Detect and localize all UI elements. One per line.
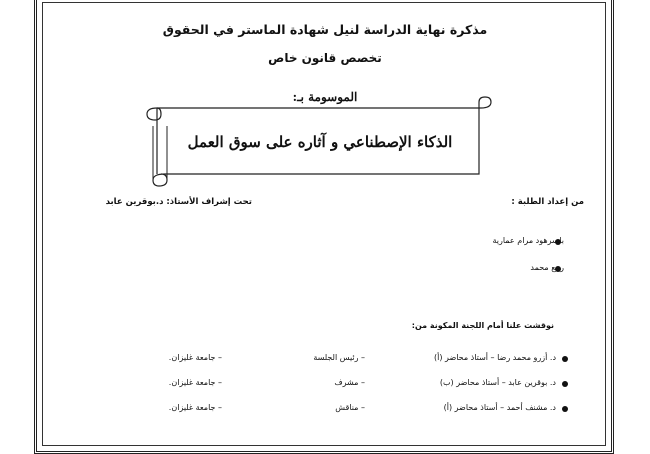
subject-title: الذكاء الإصطناعي و آثاره على سوق العمل (187, 133, 453, 151)
specialty-line: تخصص قانون خاص (268, 51, 382, 65)
student-name: ربيع محمد (530, 263, 564, 272)
bullet-icon (562, 356, 568, 362)
thesis-title: مذكرة نهاية الدراسة لنيل شهادة الماستر في الحقوق (162, 22, 488, 37)
committee-member-name: د. مشنف أحمد – أستاذ محاضر (أ) (443, 403, 556, 412)
committee-member-university: – جامعة غليزان. (168, 403, 222, 412)
committee-row (0, 378, 650, 392)
committee-member-name: د. أزرو محمد رضا – أستاذ محاضر (أ) (434, 353, 556, 362)
bullet-icon (562, 406, 568, 412)
student-name: بلسرهود مرام عمارية (492, 236, 564, 245)
bullet-icon (562, 381, 568, 387)
committee-member-university: – جامعة غليزان. (168, 378, 222, 387)
committee-row (0, 353, 650, 367)
topic-label: الموسومة بـ: (292, 90, 358, 104)
prepared-by-label: من إعداد الطلبة : (511, 197, 584, 207)
committee-row (0, 403, 650, 417)
committee-member-name: د. بوقرين عابد – أستاذ محاضر (ب) (439, 378, 556, 387)
committee-member-role: – رئيس الجلسة (313, 353, 365, 362)
committee-heading: نوقشت علنا أمام اللجنة المكونة من: (411, 321, 554, 330)
committee-member-university: – جامعة غليزان. (168, 353, 222, 362)
committee-member-role: – مشرف (334, 378, 365, 387)
supervisor-line: تحت إشراف الأستاذ: د.بوقرين عابد (105, 197, 252, 207)
committee-member-role: – مناقش (335, 403, 365, 412)
